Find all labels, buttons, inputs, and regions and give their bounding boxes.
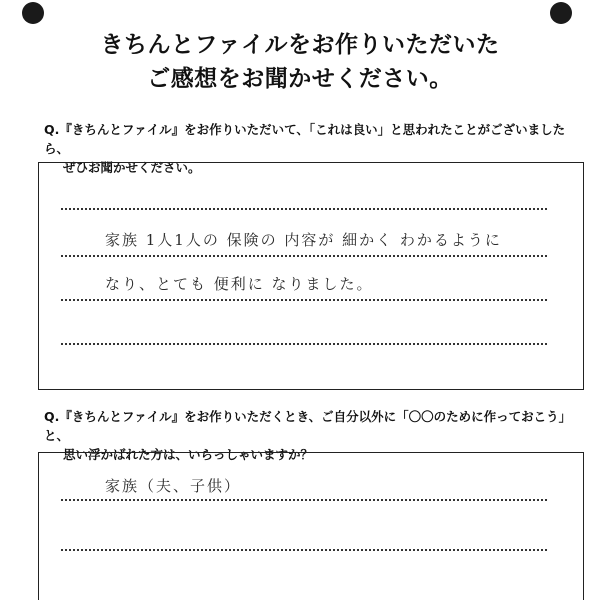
answer-rule: [61, 343, 547, 345]
answer-rule: [61, 299, 547, 301]
title-line-1: きちんとファイルをお作りいただいた: [100, 32, 500, 58]
question-2-line-2: 思い浮かばれた方は、いらっしゃいますか？: [63, 447, 314, 462]
handwritten-answer-2-line-1: 家族（夫、子供）: [105, 477, 242, 495]
page-title: [0, 28, 600, 96]
title-line-2: ご感想をお聞かせください。: [147, 66, 453, 92]
answer-box-1: [38, 162, 584, 390]
question-1-line-1: Q.『きちんとファイル』をお作りいただいて、「これは良い」と思われたことがございましたら、: [44, 122, 566, 156]
binder-hole-right: [550, 2, 572, 24]
question-2-line-1: Q.『きちんとファイル』をお作りいただくとき、ご自分以外に「〇〇のために作っておこう」と、: [44, 409, 572, 443]
binder-hole-left: [22, 2, 44, 24]
handwritten-answer-1-line-2: なり、とても 便利に なりました。: [105, 275, 374, 293]
answer-rule: [61, 255, 547, 257]
answer-rule: [61, 549, 547, 551]
answer-box-2: [38, 452, 584, 600]
handwritten-answer-1-line-1: 家族 1人1人の 保険の 内容が 細かく わかるように: [105, 231, 502, 249]
answer-rule: [61, 208, 547, 210]
answer-rule: [61, 499, 547, 501]
question-1-line-2: ぜひお聞かせください。: [63, 160, 201, 175]
